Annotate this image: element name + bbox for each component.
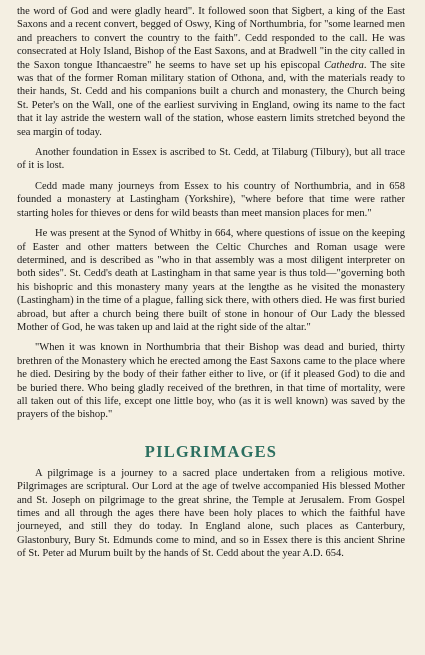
paragraph-tilbury: Another foundation in Essex is ascribed to St. Cedd, at Tilaburg (Tilbury), but all trace of it is lost. [17, 147, 405, 172]
paragraph-lastingham: Cedd made many journeys from Essex to his country of Northumbria, and in 658 founded a monastery at Lastingham (Yorkshire), "where before that time were rather starting holes for thieves or dens for wild beasts than meet mansion places for men." [17, 180, 405, 219]
paragraph-synod-of-whitby: He was present at the Synod of Whitby in 664, where questions of issue on the keeping of Easter and other matters between the Celtic Churches and Roman usage were determined, and is described as "who in that assembly was a most diligent interpreter on both sides". St. Cedd's death at Lastingham in that same year is thus told—"governing both his bishopric and this monastery many years at the lengthe as he visited the monastery (Lastingham) in the time of a plague, falling sick there, with others died. He was first buried abroad, but after a church being there built of stone in honour of Our Lady the blessed Mother of God, he was taken up and laid at the right side of the altar." [17, 228, 405, 333]
cathedra-italic: Cathedra [324, 59, 364, 71]
paragraph-sigbert-cedd: the word of God and were gladly heard". It followed soon that Sigbert, a king of the East Saxons and a recent convert, begged of Oswy, King of Northumbria, for "some learned men and preachers to convert the country to the faith". Cedd responded to the call. He was consecrated at Holy Island, Bishop of the East Saxons, and at Bradwell "in the city called in the Saxon tongue Ithancaestre" he seems to have set up his episcopal Cathedra. The site was that of the former Roman military station of Othona, and, with the materials ready to their hands, St. Cedd and his companions built a church and monastery, the Church being St. Peter's on the Wall, one of the earliest surviving in England, owing its name to the fact that it lay astride the western wall of the station, whose eastern limits stretched beyond the sea margin of today. [17, 6, 405, 138]
section-heading-pilgrimages: PILGRIMAGES [144, 441, 278, 461]
paragraph-pilgrimages: A pilgrimage is a journey to a sacred place undertaken from a religious motive. Pilgrimages are scriptural. Our Lord at the age of twelve accompanied His blessed Mother and St. Joseph on pilgrimage to the great shrine, the Temple at Jerusalem. From Gospel times and all through the ages there have been holy places to which the faithful have journeyed, and still they do today. In England alone, such places as Canterbury, Glastonbury, Bury St. Edmunds come to mind, and so in Essex there is this ancient Shrine of St. Peter ad Murum built by the hands of St. Cedd about the year A.D. 654. [17, 467, 405, 560]
paragraph-northumbria-quote: "When it was known in Northumbria that their Bishop was dead and buried, thirty brethren of the Monastery which he erected among the East Saxons came to the place where he died. Desiring by the body of their father either to live, or (if it pleased God) to die and be buried there. Who being gladly received of the brethren, in that time of mortality, were all taken out of this life, except one little boy, who (as it is well known) was saved by the prayers of the bishop." [17, 342, 405, 421]
